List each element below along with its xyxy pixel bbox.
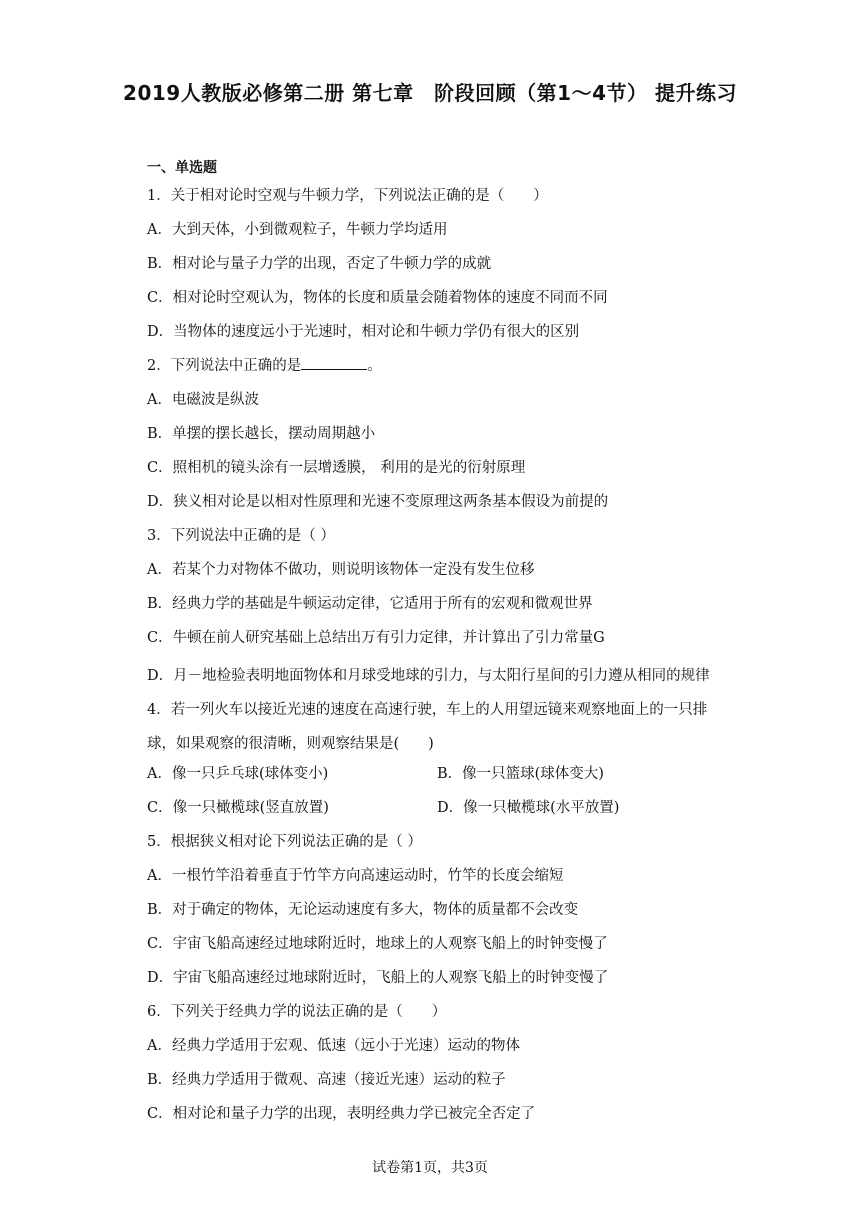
document-title: 2019人教版必修第二册 第七章 阶段回顾（第1～4节） 提升练习 (123, 81, 737, 105)
question-3-option-b: B．经典力学的基础是牛顿运动定律，它适用于所有的宏观和微观世界 (147, 596, 593, 612)
question-1-option-a: A．大到天体，小到微观粒子，牛顿力学均适用 (147, 222, 448, 238)
question-list (147, 183, 727, 1135)
answer-blank (301, 354, 367, 370)
question-6-stem: 6．下列关于经典力学的说法正确的是（ ） (147, 1004, 447, 1020)
question-4-option-c: C．像一只橄榄球(竖直放置) (147, 800, 329, 816)
question-2-stem (147, 353, 727, 387)
question-4-options-row-2 (147, 795, 727, 829)
question-3-option-a: A．若某个力对物体不做功，则说明该物体一定没有发生位移 (147, 562, 535, 578)
question-2-option-a: A．电磁波是纵波 (147, 392, 259, 408)
question-5-option-d: D．宇宙飞船高速经过地球附近时，飞船上的人观察飞船上的时钟变慢了 (147, 970, 609, 986)
question-1-option-b: B．相对论与量子力学的出现，否定了牛顿力学的成就 (147, 256, 492, 272)
question-6-option-c: C．相对论和量子力学的出现，表明经典力学已被完全否定了 (147, 1106, 536, 1122)
question-4-option-b: B．像一只篮球(球体变大) (437, 766, 604, 782)
question-5-option-b: B．对于确定的物体，无论运动速度有多大，物体的质量都不会改变 (147, 902, 579, 918)
question-4-stem: 4．若一列火车以接近光速的速度在高速行驶，车上的人用望远镜来观察地面上的一只排球，如果观察的很清晰，则观察结果是( ) (147, 702, 708, 752)
question-2-stem-end: 。 (367, 358, 382, 374)
question-3-stem: 3．下列说法中正确的是（ ） (147, 528, 335, 544)
question-2-option-b: B．单摆的摆长越长，摆动周期越小 (147, 426, 376, 442)
section-heading: 一、单选题 (147, 160, 217, 176)
question-6-option-b: B．经典力学适用于微观、高速（接近光速）运动的粒子 (147, 1072, 506, 1088)
question-5-option-a: A．一根竹竿沿着垂直于竹竿方向高速运动时，竹竿的长度会缩短 (147, 868, 564, 884)
question-5-stem: 5．根据狭义相对论下列说法正确的是（ ） (147, 834, 422, 850)
question-3-option-d: D．月－地检验表明地面物体和月球受地球的引力，与太阳行星间的引力遵从相同的规律 (147, 668, 710, 684)
question-2-stem-text: 2．下列说法中正确的是 (147, 358, 302, 374)
question-1-option-c: C．相对论时空观认为，物体的长度和质量会随着物体的速度不同而不同 (147, 290, 608, 306)
question-1-stem: 1．关于相对论时空观与牛顿力学，下列说法正确的是（ ） (147, 188, 548, 204)
question-4-options-row-1 (147, 761, 727, 795)
question-5-option-c: C．宇宙飞船高速经过地球附近时，地球上的人观察飞船上的时钟变慢了 (147, 936, 608, 952)
question-3-option-c: C．牛顿在前人研究基础上总结出万有引力定律，并计算出了引力常量G (147, 630, 605, 646)
page-footer: 试卷第1页，共3页 (372, 1160, 488, 1176)
question-1-option-d: D．当物体的速度远小于光速时，相对论和牛顿力学仍有很大的区别 (147, 324, 580, 340)
question-4-option-a: A．像一只乒乓球(球体变小) (147, 766, 329, 782)
question-4-option-d: D．像一只橄榄球(水平放置) (437, 800, 620, 816)
question-6-option-a: A．经典力学适用于宏观、低速（远小于光速）运动的物体 (147, 1038, 520, 1054)
question-2-option-c: C．照相机的镜头涂有一层增透膜， 利用的是光的衍射原理 (147, 460, 526, 476)
question-2-option-d: D．狭义相对论是以相对性原理和光速不变原理这两条基本假设为前提的 (147, 494, 609, 510)
